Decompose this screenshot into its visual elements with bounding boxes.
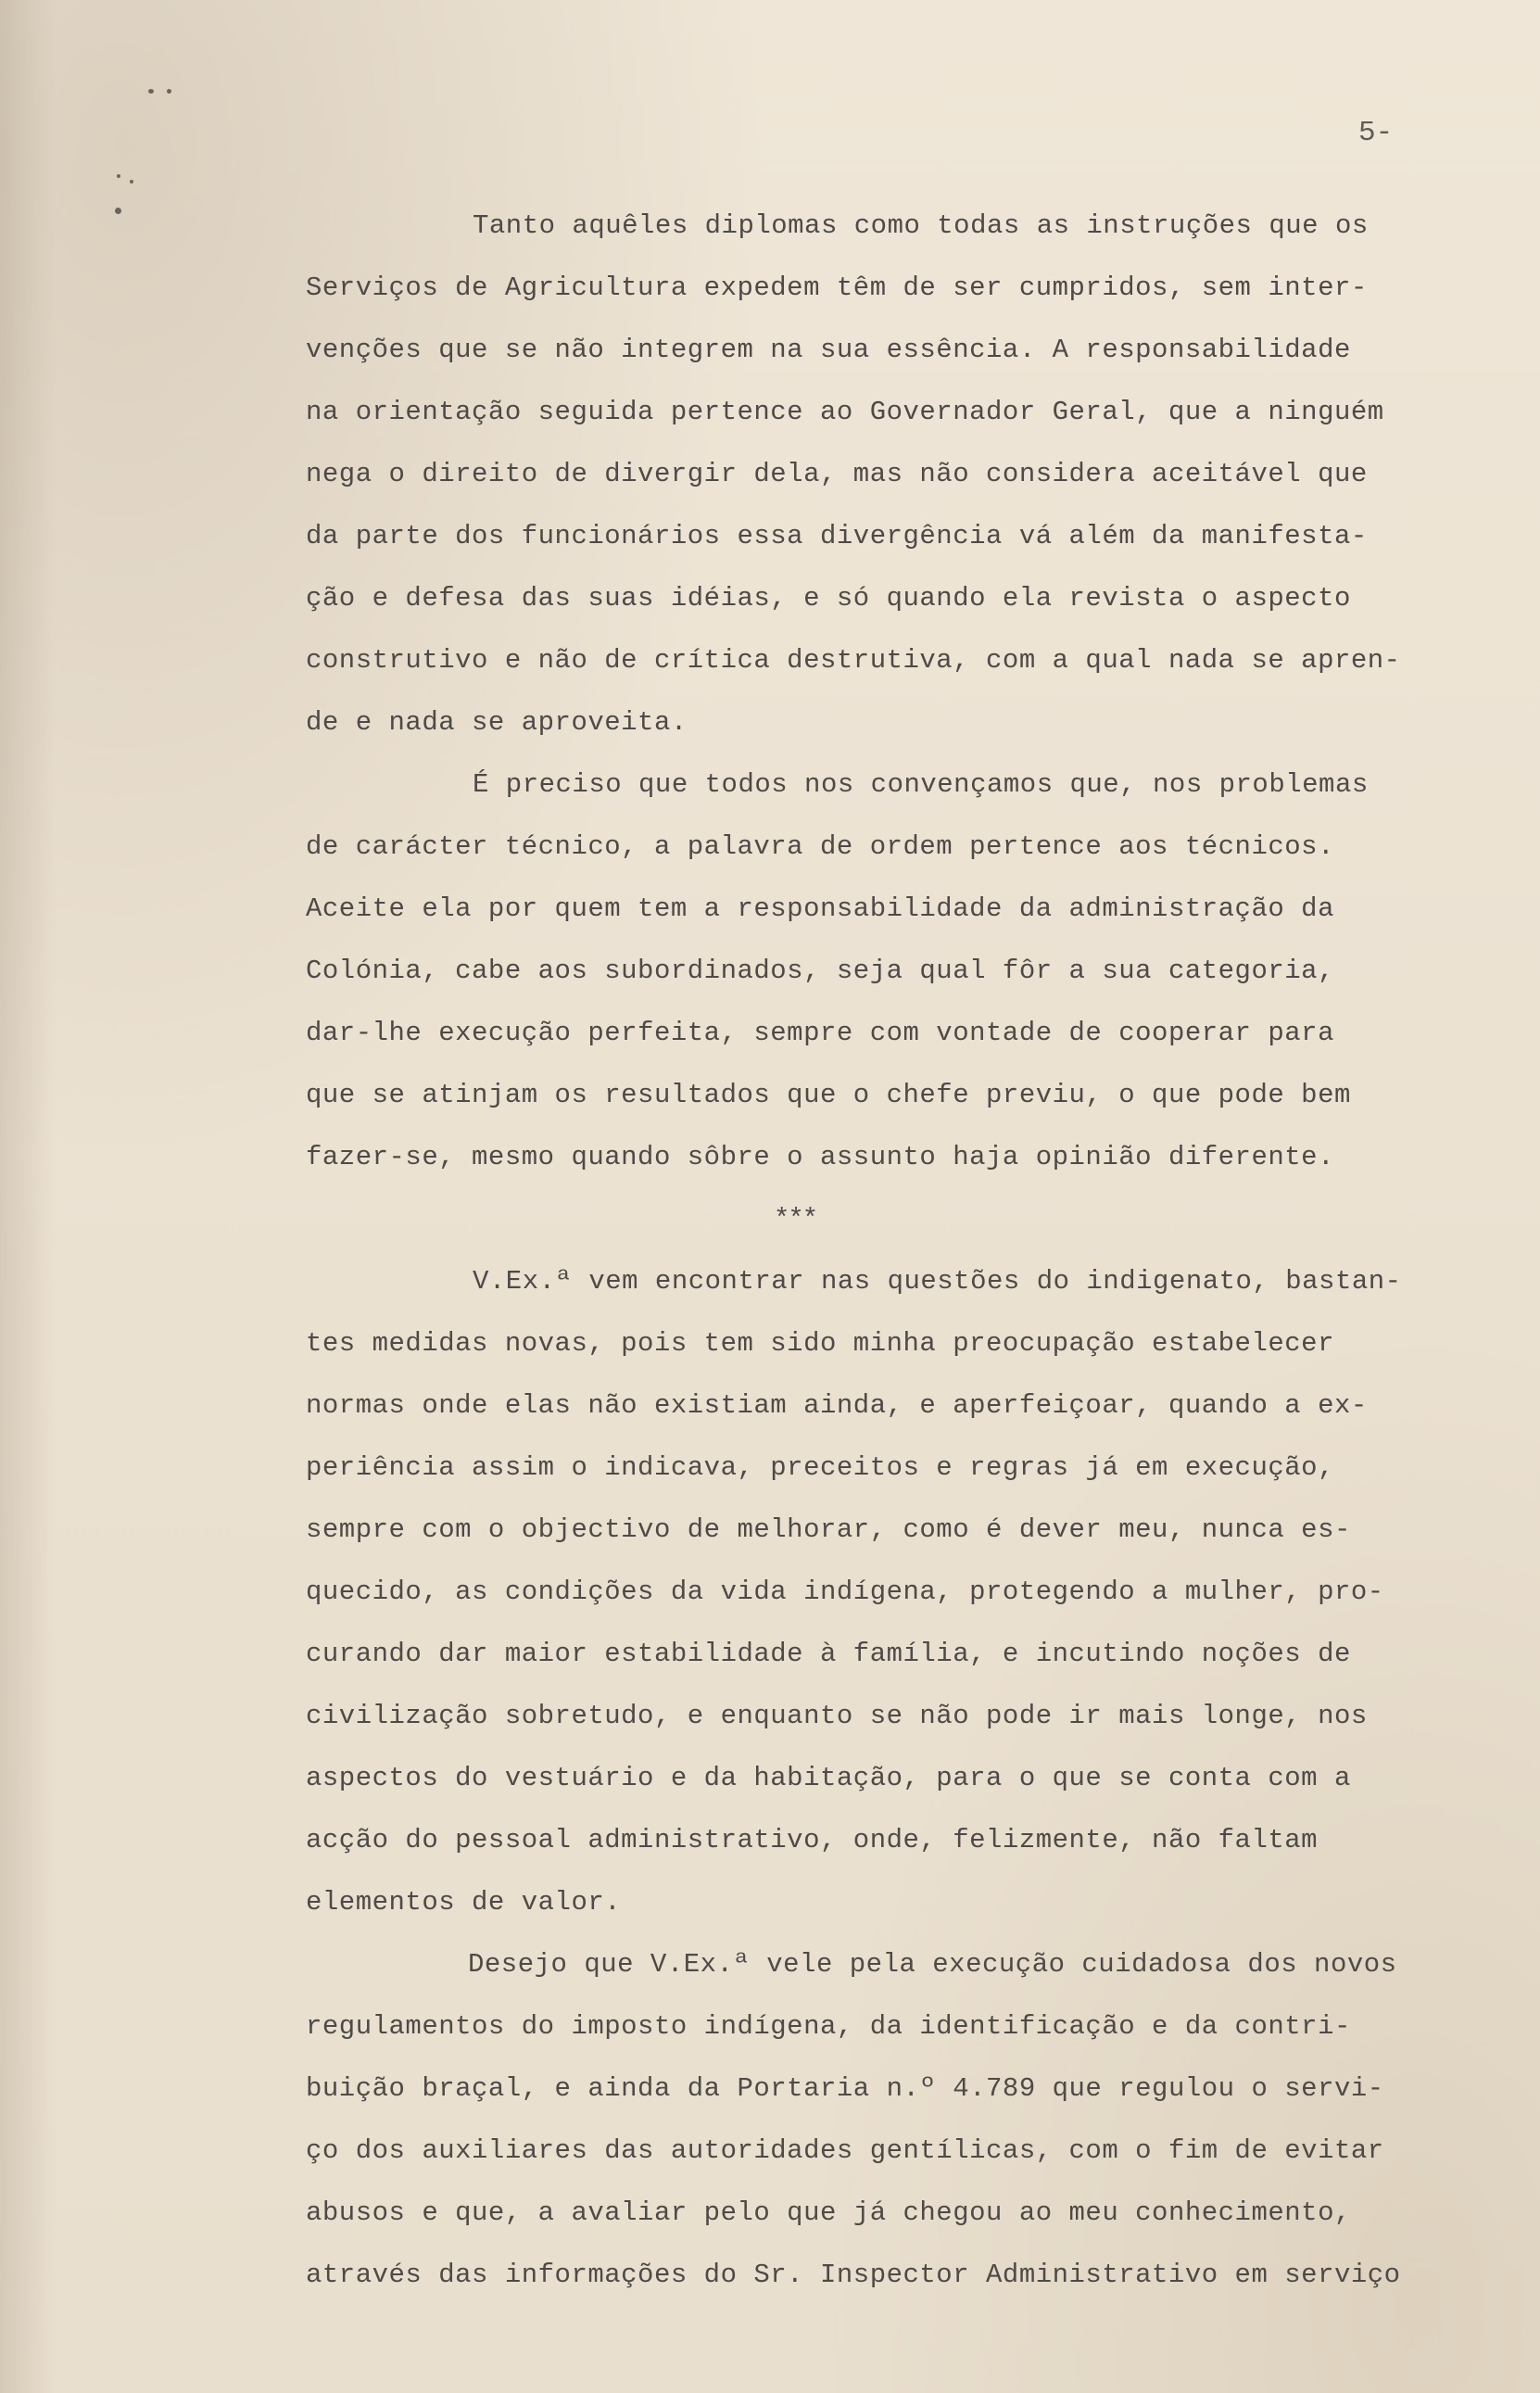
text-line: tes medidas novas, pois tem sido minha preocupação estabelecer [306,1328,1334,1359]
text-line: que se atinjam os resultados que o chefe previu, o que pode bem [306,1080,1351,1110]
text-line: através das informações do Sr. Inspector Administrativo em serviço [306,2260,1401,2290]
text-line: ção e defesa das suas idéias, e só quando ela revista o aspecto [306,583,1351,614]
text-line: curando dar maior estabilidade à família, e incutindo noções de [306,1639,1351,1669]
text-line: buição braçal, e ainda da Portaria n.º 4.789 que regulou o servi- [306,2073,1384,2104]
text-line: nega o direito de divergir dela, mas não considera aceitável que [306,459,1368,489]
text-line: elementos de valor. [306,1887,622,1918]
text-line: quecido, as condições da vida indígena, protegendo a mulher, pro- [306,1576,1384,1607]
text-line: abusos e que, a avaliar pelo que já chegou ao meu conhecimento, [306,2197,1351,2228]
text-line: acção do pessoal administrativo, onde, felizmente, não faltam [306,1825,1319,1855]
text-line: na orientação seguida pertence ao Governador Geral, que a ninguém [306,397,1384,427]
ink-speck [117,174,120,178]
typed-text-body [306,195,1529,2306]
text-line: da parte dos funcionários essa divergência vá além da manifesta- [306,521,1368,551]
text-line: dar-lhe execução perfeita, sempre com vontade de cooperar para [306,1018,1334,1048]
text-line: construtivo e não de crítica destrutiva, com a qual nada se apren- [306,645,1401,676]
text-line: normas onde elas não existiam ainda, e aperfeiçoar, quando a ex- [306,1390,1368,1421]
text-line: de carácter técnico, a palavra de ordem pertence aos técnicos. [306,831,1334,862]
ink-speck [130,180,133,184]
ink-speck [115,208,121,214]
text-line: de e nada se aproveita. [306,707,688,738]
text-line: Colónia, cabe aos subordinados, seja qual fôr a sua categoria, [306,956,1334,986]
ink-speck [148,89,154,94]
text-line: sempre com o objectivo de melhorar, como é dever meu, nunca es- [306,1514,1351,1545]
text-line: V.Ex.ª vem encontrar nas questões do indigenato, bastan- [473,1266,1402,1297]
page-edge-shadow [0,0,56,2393]
page-number: 5- [1358,117,1394,149]
text-line: periência assim o indicava, preceitos e regras já em execução, [306,1452,1334,1483]
text-line: civilização sobretudo, e enquanto se não pode ir mais longe, nos [306,1701,1368,1731]
text-line: Serviços de Agricultura expedem têm de ser cumpridos, sem inter- [306,272,1368,303]
ink-speck [167,89,171,94]
section-separator: *** [774,1204,817,1234]
text-line: venções que se não integrem na sua essência. A responsabilidade [306,335,1351,365]
text-line: fazer-se, mesmo quando sôbre o assunto haja opinião diferente. [306,1142,1334,1172]
text-line: É preciso que todos nos convençamos que, nos problemas [473,769,1369,800]
text-line: Tanto aquêles diplomas como todas as instruções que os [473,210,1369,241]
text-line: aspectos do vestuário e da habitação, para o que se conta com a [306,1763,1351,1793]
text-line: Aceite ela por quem tem a responsabilidade da administração da [306,893,1334,924]
text-line: regulamentos do imposto indígena, da identificação e da contri- [306,2011,1351,2042]
text-line: Desejo que V.Ex.ª vele pela execução cuidadosa dos novos [468,1949,1397,1980]
text-line: ço dos auxiliares das autoridades gentílicas, com o fim de evitar [306,2135,1384,2166]
